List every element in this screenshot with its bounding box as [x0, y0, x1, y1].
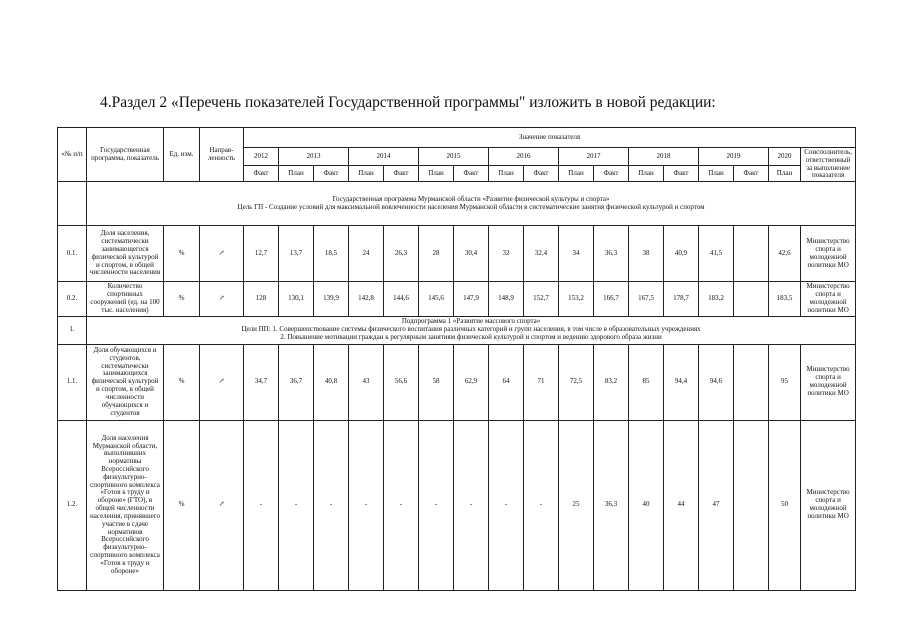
value-cell: 41,5 [699, 226, 734, 282]
value-cell: 12,7 [244, 226, 279, 282]
value-cell: 178,7 [664, 282, 699, 316]
indicator-name: Доля обучающихся и студентов, систематически занимающихся физической культурой и спортом, в общей численности обучающихся и студентов [87, 344, 164, 420]
value-cell: - [419, 420, 454, 590]
year-header: 2013 [279, 148, 349, 166]
value-cell: 47 [699, 420, 734, 590]
value-cell: 145,6 [419, 282, 454, 316]
value-cell [734, 282, 769, 316]
year-header: 2015 [419, 148, 489, 166]
value-cell: 142,8 [349, 282, 384, 316]
value-cell: 28 [419, 226, 454, 282]
value-cell: 153,2 [559, 282, 594, 316]
plan-fact-label: План [559, 166, 594, 182]
value-cell: - [349, 420, 384, 590]
value-cell: 36,3 [594, 420, 629, 590]
value-cell: 44 [664, 420, 699, 590]
plan-fact-label: Факт [314, 166, 349, 182]
plan-fact-label: План [419, 166, 454, 182]
program-num [58, 182, 87, 226]
value-cell: 30,4 [454, 226, 489, 282]
unit-cell: % [164, 282, 200, 316]
plan-fact-label: План [769, 166, 801, 182]
value-cell: 38 [629, 226, 664, 282]
value-cell: 40,9 [664, 226, 699, 282]
direction-cell: ↗ [200, 420, 244, 590]
value-cell: 64 [489, 344, 524, 420]
value-cell: 26,3 [384, 226, 419, 282]
subprogram-title: Подпрограмма 1 «Развитие массового спорта» [401, 317, 541, 326]
program-title: Государственная программа Мурманской области «Развитие физической культуры и спорта» [332, 194, 610, 203]
section-heading: 4.Раздел 2 «Перечень показателей Государственной программы" изложить в новой редакции: [100, 94, 716, 111]
indicator-row [58, 282, 856, 316]
value-cell: 56,6 [384, 344, 419, 420]
executor-cell: Министерство спорта и молодежной политики МО [801, 226, 856, 282]
executor-cell: Министерство спорта и молодежной политики МО [801, 344, 856, 420]
plan-fact-label: Факт [594, 166, 629, 182]
value-cell: 50 [769, 420, 801, 590]
value-cell: 183,2 [699, 282, 734, 316]
value-cell: 167,5 [629, 282, 664, 316]
value-cell: 34 [559, 226, 594, 282]
year-header: 2014 [349, 148, 419, 166]
value-cell: 32 [489, 226, 524, 282]
value-cell: 32,4 [524, 226, 559, 282]
header-num: «№ п/п [58, 128, 87, 182]
plan-fact-label: Факт [524, 166, 559, 182]
value-cell: 83,2 [594, 344, 629, 420]
unit-cell: % [164, 226, 200, 282]
value-cell [734, 420, 769, 590]
value-cell: - [244, 420, 279, 590]
value-cell: 18,5 [314, 226, 349, 282]
value-cell: 24 [349, 226, 384, 282]
year-header: 2017 [559, 148, 629, 166]
value-cell [734, 226, 769, 282]
value-cell: 144,6 [384, 282, 419, 316]
plan-fact-label: План [699, 166, 734, 182]
value-cell: - [279, 420, 314, 590]
indicator-name: Количество спортивных сооружений (ед. на 100 тыс. населения) [87, 282, 164, 316]
value-cell: 152,7 [524, 282, 559, 316]
value-cell: 85 [629, 344, 664, 420]
value-cell: 139,9 [314, 282, 349, 316]
row-num: 1.1. [58, 344, 87, 420]
value-cell: 72,5 [559, 344, 594, 420]
subprogram-goal-1: Цели ПП: 1. Совершенствование системы физического воспитания различных категорий и групп населения, в том числе в образовательных учреждениях [241, 325, 701, 334]
value-cell: 94,6 [699, 344, 734, 420]
subprogram-cell [87, 316, 856, 344]
value-cell: - [524, 420, 559, 590]
value-cell: 13,7 [279, 226, 314, 282]
indicator-row [58, 344, 856, 420]
indicators-table [57, 127, 856, 591]
value-cell: 40,8 [314, 344, 349, 420]
indicator-name: Доля населения Мурманской области, выполнивших нормативы Всероссийского физкультурно-спортивного комплекса «Готов к труду и обороне» (ГТО), в общей численности населения, принявшего участие в сдаче нормативов Всероссийского физкультурно-спортивного комплекса «Готов к труду и обороне» [87, 420, 164, 590]
value-cell: 25 [559, 420, 594, 590]
value-cell: 94,4 [664, 344, 699, 420]
program-cell [87, 182, 856, 226]
value-cell: 128 [244, 282, 279, 316]
plan-fact-label: Факт [244, 166, 279, 182]
year-header: 2016 [489, 148, 559, 166]
value-cell: 42,6 [769, 226, 801, 282]
value-cell: - [454, 420, 489, 590]
indicator-row [58, 226, 856, 282]
value-cell: 58 [419, 344, 454, 420]
subprogram-num: 1. [58, 316, 87, 344]
value-cell: 147,9 [454, 282, 489, 316]
value-cell: 71 [524, 344, 559, 420]
direction-cell: ↗ [200, 226, 244, 282]
value-cell: 36,7 [279, 344, 314, 420]
subprogram-goal-2: 2. Повышение мотивации граждан к регулярным занятиям физической культурой и спортом и ведению здорового образа жизни [280, 333, 662, 342]
unit-cell: % [164, 344, 200, 420]
row-num: 0.1. [58, 226, 87, 282]
executor-cell: Министерство спорта и молодежной политики МО [801, 282, 856, 316]
row-num: 1.2. [58, 420, 87, 590]
header-executor: Соисполнитель, ответственный за выполнение показателя [801, 148, 856, 182]
year-header: 2012 [244, 148, 279, 166]
plan-fact-label: Факт [664, 166, 699, 182]
value-cell: 62,9 [454, 344, 489, 420]
plan-fact-label: Факт [454, 166, 489, 182]
value-cell: 36,3 [594, 226, 629, 282]
value-cell: 183,5 [769, 282, 801, 316]
value-cell: - [489, 420, 524, 590]
plan-fact-label: Факт [734, 166, 769, 182]
value-cell: - [384, 420, 419, 590]
indicator-name: Доля населения, систематически занимающегося физической культурой и спортом, в общей численности населения [87, 226, 164, 282]
header-indicator: Государственная программа, показатель [87, 128, 164, 182]
row-num: 0.2. [58, 282, 87, 316]
header-direction: Направ- ленность [200, 128, 244, 182]
header-value-group: Значение показателя [244, 128, 856, 148]
value-cell [734, 344, 769, 420]
value-cell: 130,1 [279, 282, 314, 316]
plan-fact-label: План [349, 166, 384, 182]
year-header: 2018 [629, 148, 699, 166]
value-cell: 166,7 [594, 282, 629, 316]
value-cell: 95 [769, 344, 801, 420]
indicator-row [58, 420, 856, 590]
value-cell: 34,7 [244, 344, 279, 420]
header-unit: Ед. изм. [164, 128, 200, 182]
value-cell: 43 [349, 344, 384, 420]
value-cell: - [314, 420, 349, 590]
value-cell: 148,9 [489, 282, 524, 316]
unit-cell: % [164, 420, 200, 590]
executor-cell: Министерство спорта и молодежной политики МО [801, 420, 856, 590]
program-row [58, 182, 856, 226]
subprogram-row [58, 316, 856, 344]
program-goal: Цель ГП - Создание условий для максимальной вовлеченности населения Мурманской области в систематические занятия физической культурой и спортом [237, 202, 705, 211]
value-cell: 40 [629, 420, 664, 590]
direction-cell: ↗ [200, 282, 244, 316]
plan-fact-label: План [279, 166, 314, 182]
direction-cell: ↗ [200, 344, 244, 420]
year-header: 2019 [699, 148, 769, 166]
year-header: 2020 [769, 148, 801, 166]
plan-fact-label: План [629, 166, 664, 182]
plan-fact-label: План [489, 166, 524, 182]
plan-fact-label: Факт [384, 166, 419, 182]
